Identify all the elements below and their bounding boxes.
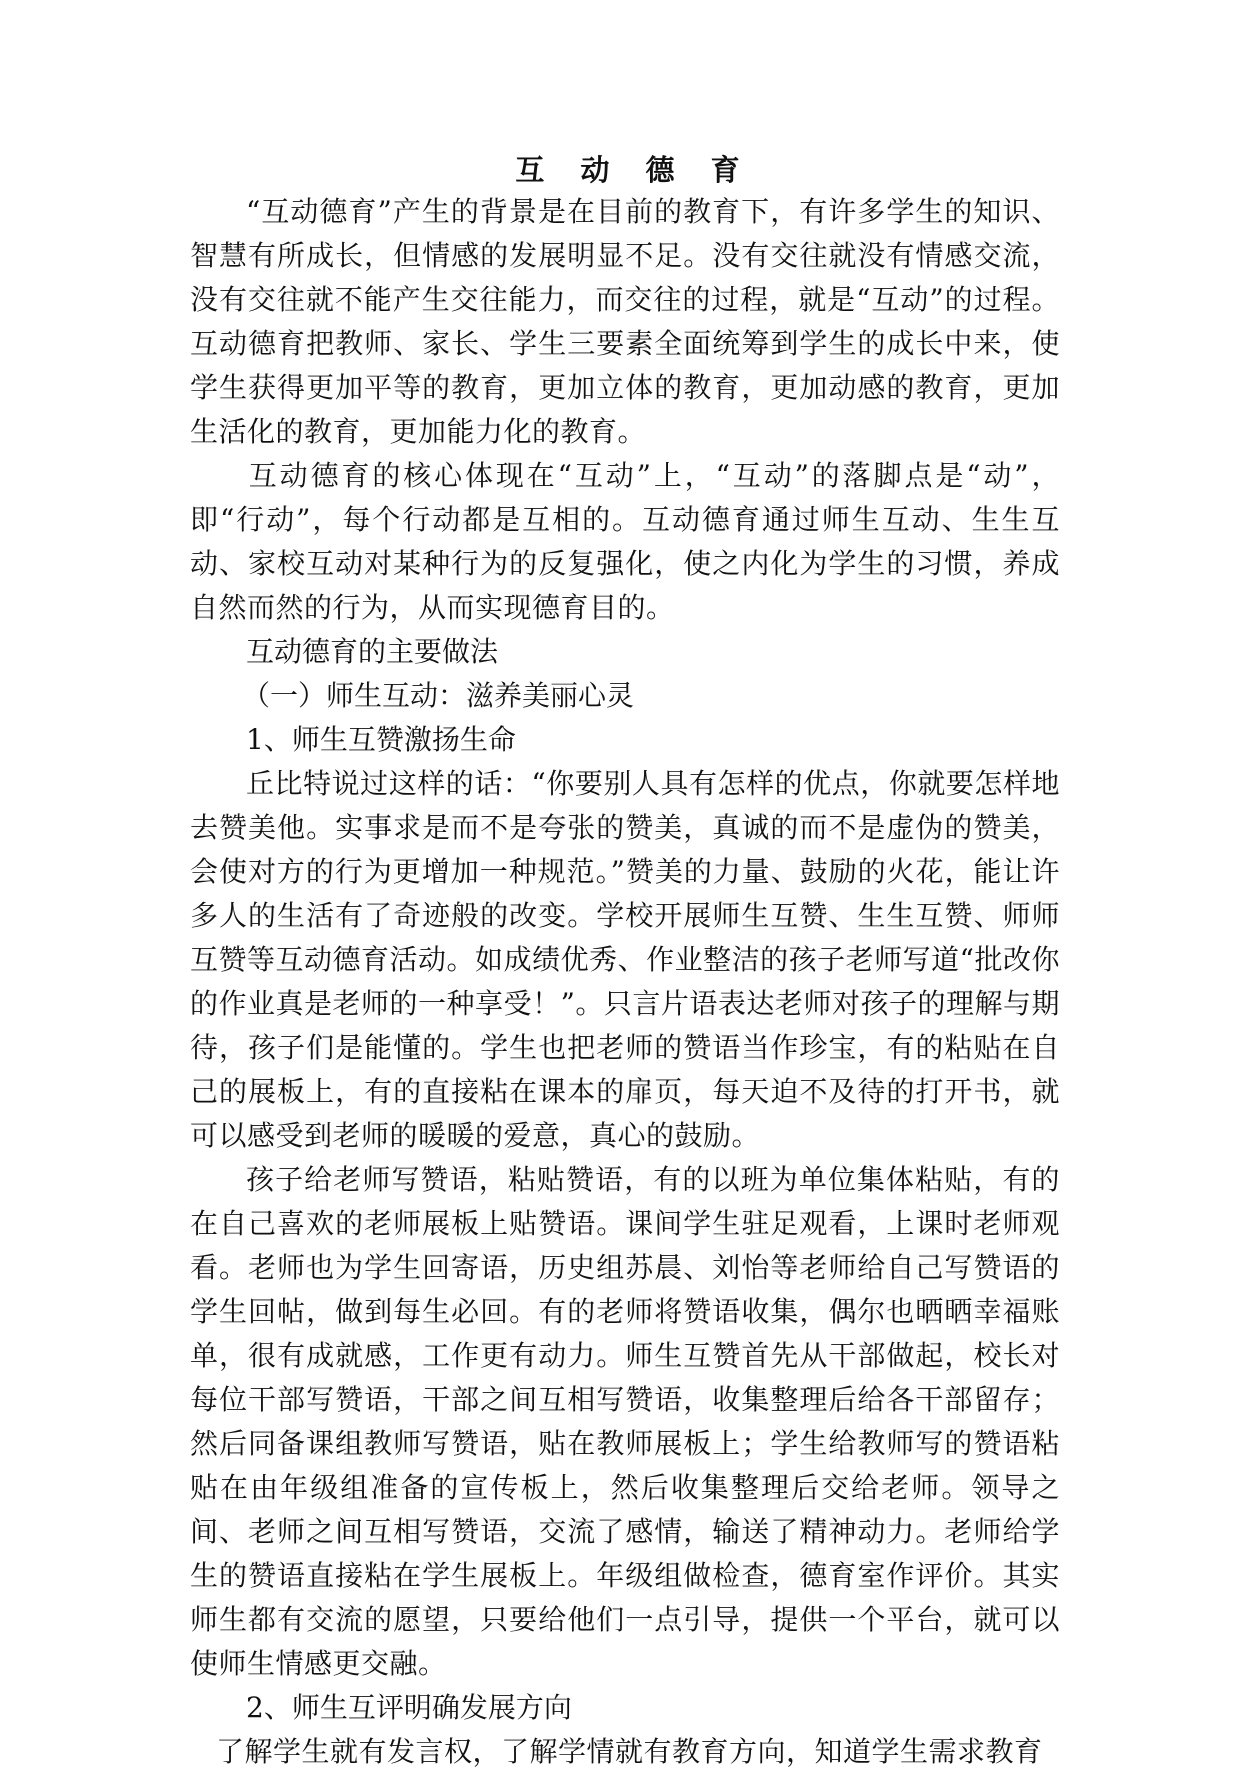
main-methods-heading: 互动德育的主要做法 <box>246 635 499 668</box>
item-1-paragraph-1: 丘比特说过这样的话：“你要别人具有怎样的优点，你就要怎样地去赞美他。实事求是而不是夸张的赞美，真诚的而不是虚伪的赞美，会使对方的行为更增加一种规范。”赞美的力量、鼓励的火花，能让许多人的生活有了奇迹般的改变。学校开展师生互赞、生生互赞、师师互赞等互动德育活动。如成绩优秀、作业整洁的孩子老师写道“批改你的作业真是老师的一种享受！”。只言片语表达老师对孩子的理解与期待，孩子们是能懂的。学生也把老师的赞语当作珍宝，有的粘贴在自己的展板上，有的直接粘在课本的扉页，每天迫不及待的打开书，就可以感受到老师的暖暖的爱意，真心的鼓励。 <box>190 767 1060 1152</box>
item-2-paragraph: 了解学生就有发言权，了解学情就有教育方向，知道学生需求教育 <box>216 1735 1043 1768</box>
document-page <box>190 150 1060 1774</box>
item-2-heading: 2、师生互评明确发展方向 <box>246 1691 572 1724</box>
item-1-paragraph-2: 孩子给老师写赞语，粘贴赞语，有的以班为单位集体粘贴，有的在自己喜欢的老师展板上贴赞语。课间学生驻足观看，上课时老师观看。老师也为学生回寄语，历史组苏晨、刘怡等老师给自己写赞语的学生回帖，做到每生必回。有的老师将赞语收集，偶尔也晒晒幸福账单，很有成就感，工作更有动力。师生互赞首先从干部做起，校长对每位干部写赞语，干部之间互相写赞语，收集整理后给各干部留存；然后同备课组教师写赞语，贴在教师展板上；学生给教师写的赞语粘贴在由年级组准备的宣传板上，然后收集整理后交给老师。领导之间、老师之间互相写赞语，交流了感情，输送了精神动力。老师给学生的赞语直接粘在学生展板上。年级组做检查，德育室作评价。其实师生都有交流的愿望，只要给他们一点引导，提供一个平台，就可以使师生情感更交融。 <box>190 1163 1060 1680</box>
intro-paragraph-2: 互动德育的核心体现在“互动”上，“互动”的落脚点是“动”，即“行动”，每个行动都是互相的。互动德育通过师生互动、生生互动、家校互动对某种行为的反复强化，使之内化为学生的习惯，养成自然而然的行为，从而实现德育目的。 <box>190 459 1060 624</box>
document-title: 互 动 德 育 <box>515 153 753 187</box>
section-1-heading: （一）师生互动：滋养美丽心灵 <box>242 679 635 712</box>
item-1-heading: 1、师生互赞激扬生命 <box>246 723 516 756</box>
intro-paragraph-1: “互动德育”产生的背景是在目前的教育下，有许多学生的知识、智慧有所成长，但情感的发展明显不足。没有交往就没有情感交流，没有交往就不能产生交往能力，而交往的过程，就是“互动”的过程。互动德育把教师、家长、学生三要素全面统筹到学生的成长中来，使学生获得更加平等的教育，更加立体的教育，更加动感的教育，更加生活化的教育，更加能力化的教育。 <box>190 195 1060 448</box>
